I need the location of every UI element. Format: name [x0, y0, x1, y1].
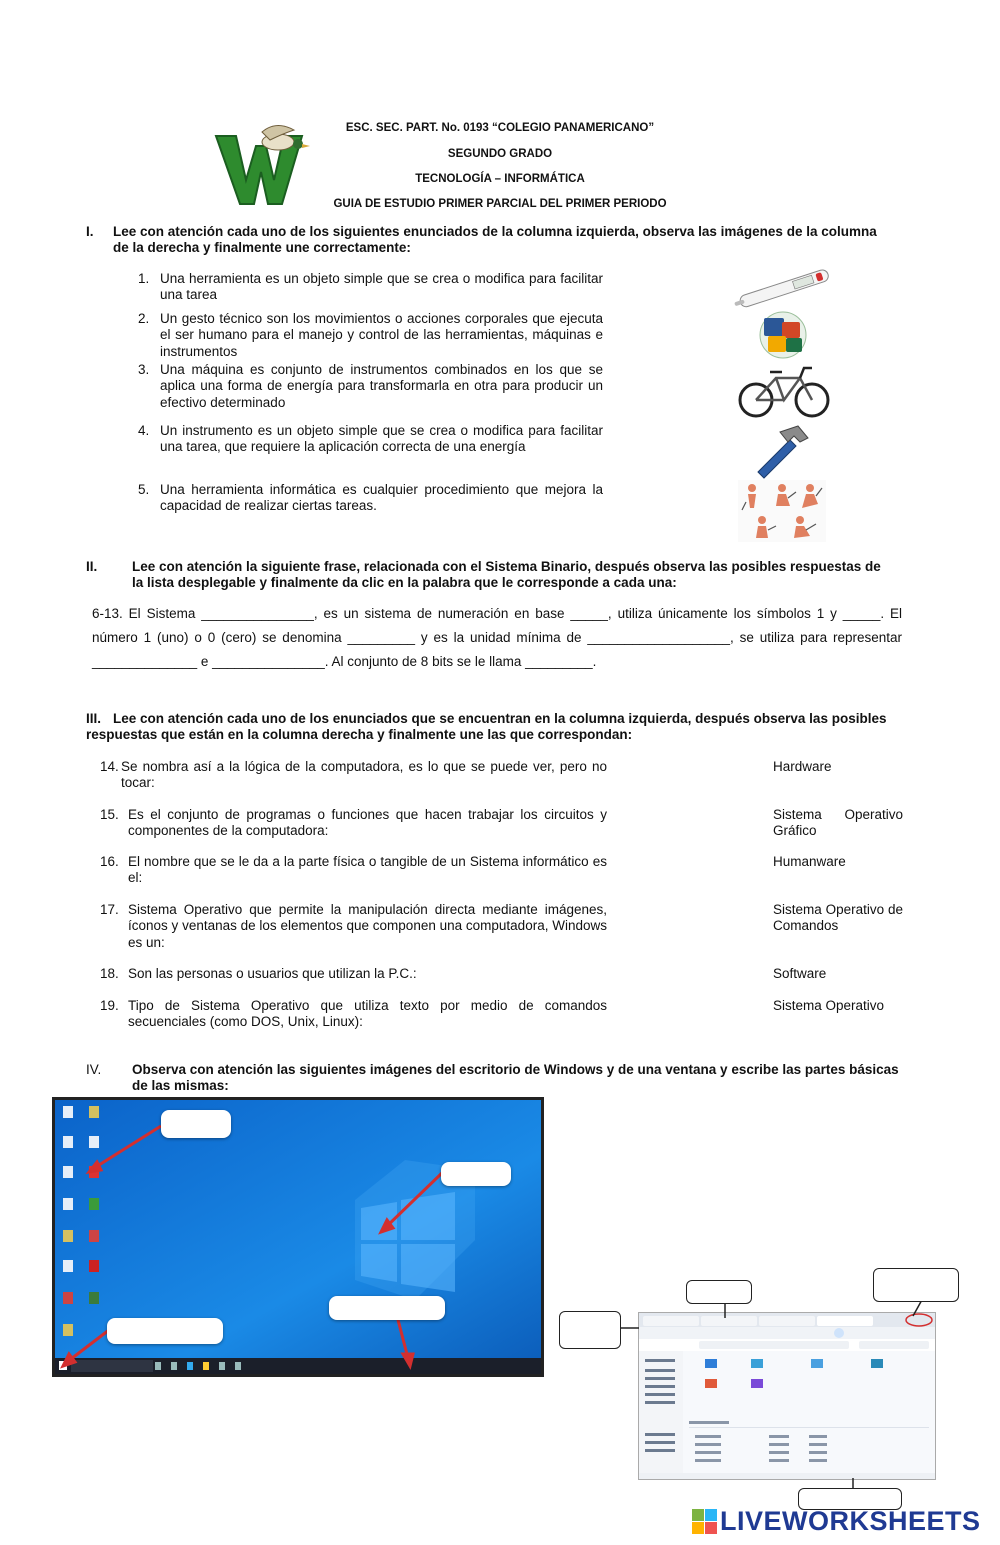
section-2-instruction-line2: la lista desplegable y finalmente da clic en la palabra que le corresponde a cada una: — [132, 575, 677, 590]
binary-paragraph-line2[interactable]: número 1 (uno) o 0 (cero) se denomina _________ y es la unidad mínima de ___________________, se utiliza para representar — [92, 630, 902, 645]
question-19: 19. Tipo de Sistema Operativo que utiliza texto por medio de comandos secuenciales (como DOS, Unix, Linux): — [100, 998, 607, 1030]
question-14: 14. Se nombra así a la lógica de la computadora, es lo que se puede ver, pero no tocar: — [100, 759, 607, 791]
answer-hardware[interactable]: Hardware — [773, 759, 832, 774]
section-1-number: I. — [86, 224, 94, 239]
bicycle-image[interactable] — [738, 362, 830, 420]
section-4-instruction-line2: de las mismas: — [132, 1078, 229, 1093]
answer-so-grafico[interactable]: Sistema Operativo Gráfico — [773, 807, 903, 839]
answer-software[interactable]: Software — [773, 966, 827, 981]
window-label-connectors — [555, 1268, 965, 1518]
statement-5: 5. Una herramienta informática es cualquier procedimiento que mejora la capacidad de realizar ciertas tareas. — [138, 482, 603, 514]
section-3-instruction-line2: respuestas que están en la columna derecha y finalmente une las que correspondan: — [86, 727, 633, 742]
question-15: 15. Es el conjunto de programas o funciones que hacen trabajar los circuitos y componentes de la computadora: — [100, 807, 607, 839]
answer-humanware[interactable]: Humanware — [773, 854, 846, 869]
answer-sistema-operativo[interactable]: Sistema Operativo — [773, 998, 885, 1013]
section-4-instruction-line1: Observa con atención las siguientes imágenes del escritorio de Windows y de una ventana y escribe las partes básicas — [132, 1062, 899, 1077]
statement-3: 3. Una máquina es conjunto de instrumentos combinados en los que se aplica una forma de energía para transformarla en otra para producir un efectivo determinado — [138, 362, 603, 410]
section-3-number: III. — [86, 711, 102, 726]
label-box-tabs[interactable] — [686, 1280, 752, 1304]
thermometer-image[interactable] — [730, 268, 835, 308]
label-box-wallpaper[interactable] — [441, 1162, 511, 1186]
windows-desktop-image — [52, 1097, 544, 1377]
subject-title: TECNOLOGÍA – INFORMÁTICA — [415, 173, 585, 185]
school-logo — [212, 120, 312, 208]
answer-so-comandos[interactable]: Sistema Operativo de Comandos — [773, 902, 903, 934]
school-name: ESC. SEC. PART. No. 0193 “COLEGIO PANAMERICANO” — [345, 122, 655, 134]
grade-title: SEGUNDO GRADO — [447, 148, 553, 160]
section-1-instruction-line2: de la derecha y finalmente une correctamente: — [113, 240, 411, 255]
hammer-image[interactable] — [752, 424, 810, 479]
liveworksheets-logo-icon — [692, 1509, 718, 1535]
label-box-window-controls[interactable] — [873, 1268, 959, 1302]
label-box-address-bar[interactable] — [559, 1311, 621, 1349]
section-2-instruction-line1: Lee con atención la siguiente frase, relacionada con el Sistema Binario, después observa las posibles respuestas de — [132, 559, 881, 574]
section-3-instruction-line1: Lee con atención cada uno de los enunciados que se encuentran en la columna izquierda, después observa las posibles — [113, 711, 887, 726]
statement-4: 4. Un instrumento es un objeto simple que se crea o modifica para facilitar una tarea, que requiere la aplicación correcta de una energía — [138, 423, 603, 455]
section-4-number: IV. — [86, 1062, 102, 1077]
question-16: 16. El nombre que se le da a la parte física o tangible de un Sistema informático es el: — [100, 854, 607, 886]
label-box-taskbar[interactable] — [329, 1296, 445, 1320]
binary-paragraph-line1[interactable]: 6-13. El Sistema _______________, es un sistema de numeración en base _____, utiliza únicamente los símbolos 1 y _____. El — [92, 606, 902, 621]
statement-1: 1. Una herramienta es un objeto simple que se crea o modifica para facilitar una tarea — [138, 271, 603, 303]
binary-paragraph-line3[interactable]: ______________ e _______________. Al conjunto de 8 bits se le llama _________. — [92, 654, 597, 669]
office-apps-image[interactable] — [754, 310, 812, 360]
question-17: 17. Sistema Operativo que permite la manipulación directa mediante imágenes, íconos y ventanas de los elementos que componen una computadora, Windows es un: — [100, 902, 607, 950]
label-box-desktop-icons[interactable] — [161, 1110, 231, 1138]
section-1-instruction-line1: Lee con atención cada uno de los siguientes enunciados de la columna izquierda, observa las imágenes de la columna — [113, 224, 877, 239]
technical-gestures-image[interactable] — [738, 480, 826, 542]
guide-title: GUIA DE ESTUDIO PRIMER PARCIAL DEL PRIMER PERIODO — [333, 198, 667, 210]
liveworksheets-brand: LIVEWORKSHEETS — [720, 1506, 981, 1536]
question-18: 18. Son las personas o usuarios que utilizan la P.C.: — [100, 966, 417, 981]
label-box-start-button[interactable] — [107, 1318, 223, 1344]
statement-2: 2. Un gesto técnico son los movimientos o acciones corporales que ejecuta el ser humano para el manejo y control de las herramientas, máquinas e instrumentos — [138, 311, 603, 359]
section-2-number: II. — [86, 559, 98, 574]
